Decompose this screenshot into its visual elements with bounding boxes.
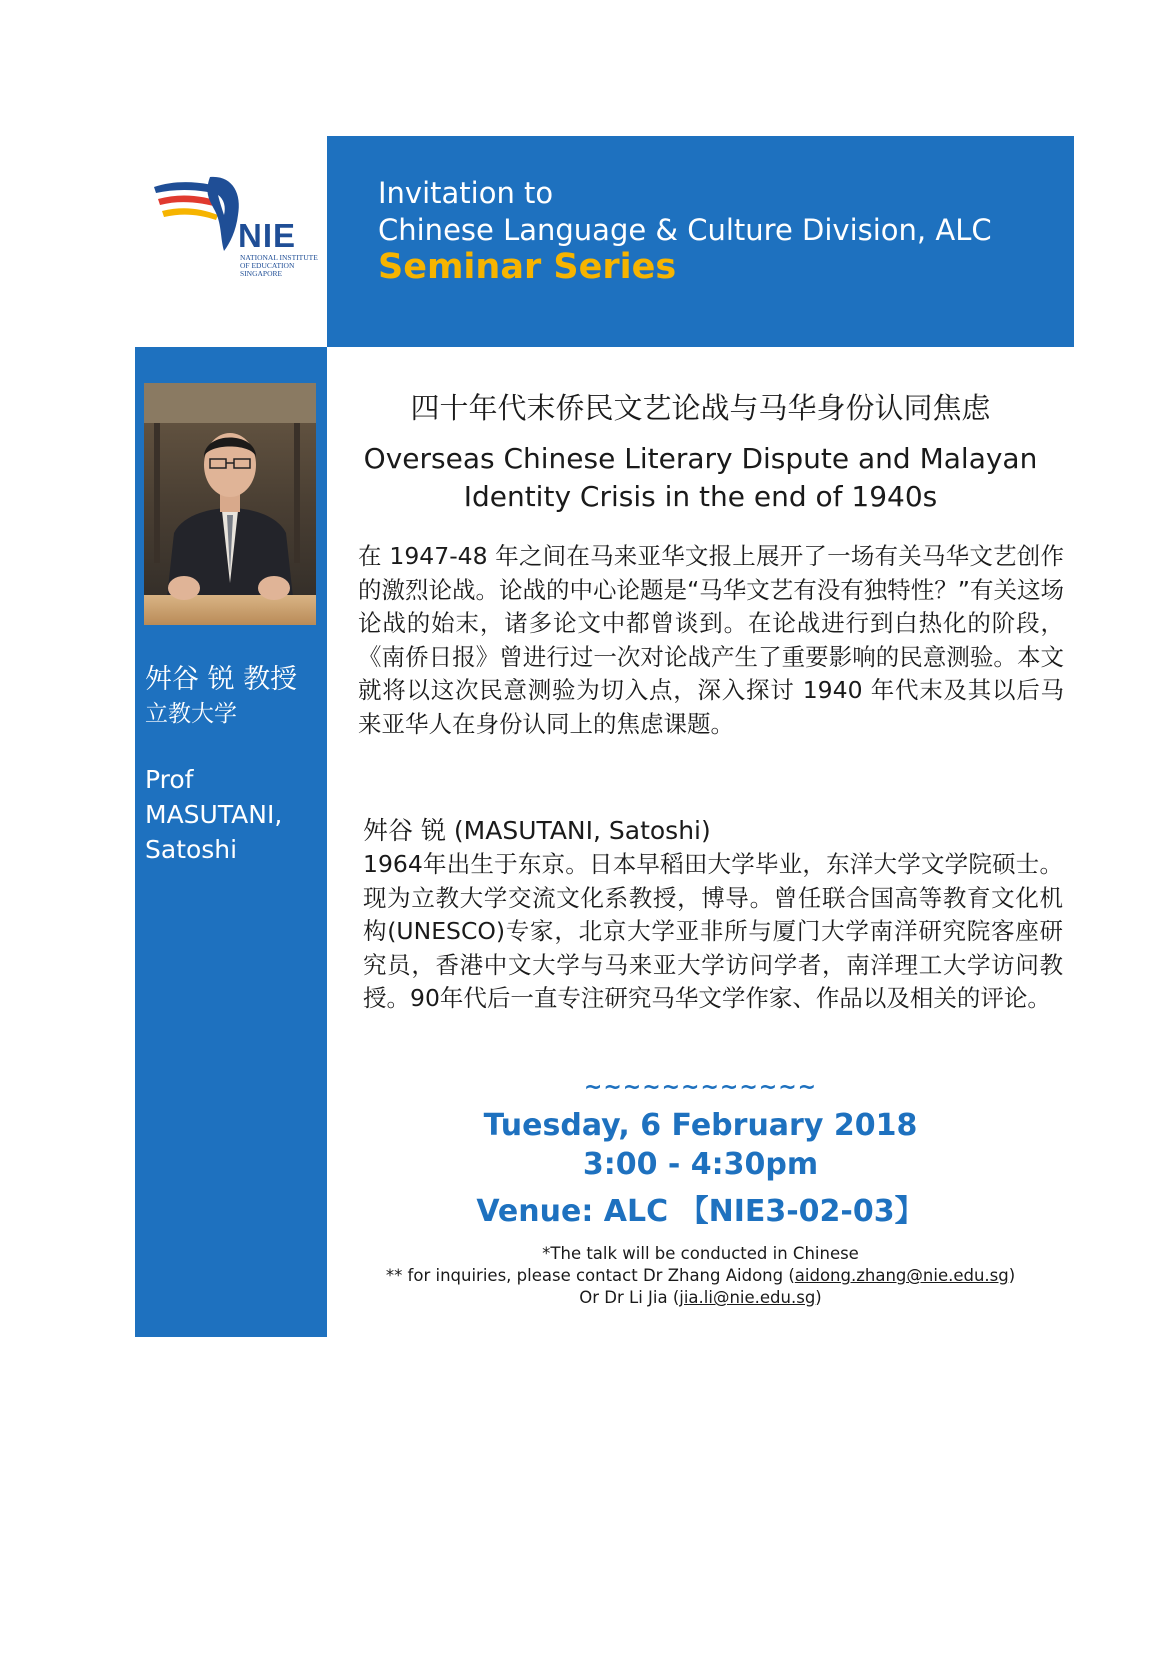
speaker-sidebar [135, 347, 327, 1337]
speaker-university: 立教大学 [145, 701, 237, 727]
logo-subtitle: NATIONAL INSTITUTE OF EDUCATION SINGAPORE [240, 253, 318, 278]
event-venue: Venue: ALC 【NIE3-02-03】 [476, 1194, 925, 1229]
event-date: Tuesday, 6 February 2018 [483, 1108, 918, 1143]
inquiry-prefix: ** for inquiries, please contact Dr Zhang Aidong ( [385, 1266, 795, 1285]
alt-suffix: ) [815, 1288, 822, 1307]
email-link-zhang[interactable]: aidong.zhang@nie.edu.sg [794, 1266, 1009, 1285]
alt-inquiry-note [327, 1288, 1074, 1307]
talk-title-zh: 四十年代末侨民文艺论战与马华身份认同焦虑 [410, 391, 991, 425]
email-link-li[interactable]: jia.li@nie.edu.sg [679, 1288, 816, 1307]
bio-name: 舛谷 锐 (MASUTANI, Satoshi) [363, 816, 711, 845]
event-divider: ~~~~~~~~~~~~ [583, 1075, 818, 1100]
alt-prefix: Or Dr Li Jia ( [579, 1288, 680, 1307]
event-time: 3:00 - 4:30pm [582, 1147, 819, 1182]
inquiry-note [327, 1266, 1074, 1285]
talk-abstract: 在 1947-48 年之间在马来亚华文报上展开了一场有关马华文艺创作的激烈论战。论战的中心论题是“马华文艺有没有独特性？”有关这场论战的始末，诸多论文中都曾谈到。在论战进行到白热化的阶段，《南侨日报》曾进行过一次对论战产生了重要影响的民意测验。本文就将以这次民意测验为切入点，深入探讨 1940 年代末及其以后马来亚华人在身份认同上的焦虑课题。 [358, 542, 1064, 738]
speaker-name-en: Prof MASUTANI, Satoshi [145, 765, 283, 864]
inquiry-suffix: ) [1008, 1266, 1016, 1285]
speaker-portrait-icon [144, 383, 316, 625]
language-note: *The talk will be conducted in Chinese [542, 1244, 859, 1263]
logo-wordmark: NIE [238, 217, 297, 254]
header-division: Chinese Language & Culture Division, ALC [378, 213, 992, 247]
talk-title-en: Overseas Chinese Literary Dispute and Malayan Identity Crisis in the end of 1940s [363, 442, 1038, 513]
bio-text: 1964年出生于东京。日本早稻田大学毕业，东洋大学文学院硕士。现为立教大学交流文化系教授，博导。曾任联合国高等教育文化机构(UNESCO)专家，北京大学亚非所与厦门大学南洋研究院客座研究员，香港中文大学与马来亚大学访问学者，南洋理工大学访问教授。90年代后一直专注研究马华文学作家、作品以及相关的评论。 [363, 850, 1063, 1012]
header-series: Seminar Series [378, 247, 677, 287]
header-invitation: Invitation to [378, 176, 554, 210]
lion-logo-icon [152, 175, 242, 255]
header-banner [327, 136, 1074, 347]
speaker-name-zh: 舛谷 锐 教授 [145, 664, 298, 695]
nie-logo [152, 175, 318, 295]
speaker-photo [144, 383, 316, 625]
